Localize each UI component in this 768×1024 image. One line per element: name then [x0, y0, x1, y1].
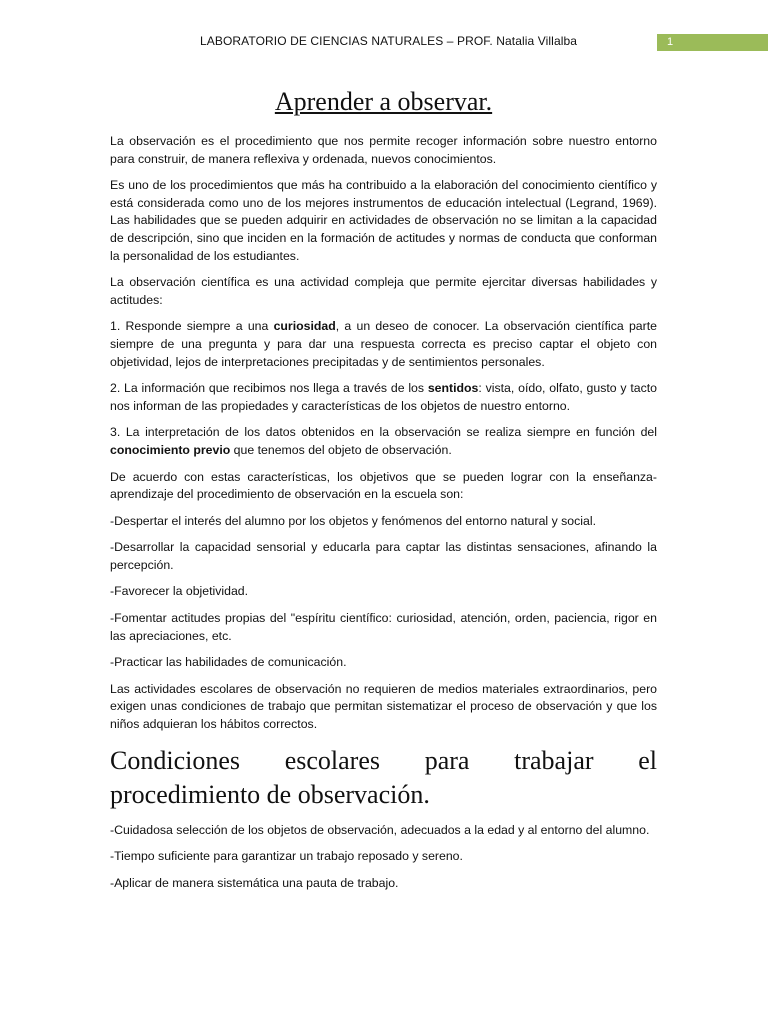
list-item-senses [110, 380, 657, 415]
document-title: Aprender a observar. [274, 87, 493, 116]
header-title: LABORATORIO DE CIENCIAS NATURALES – PROF. Natalia Villalba [200, 34, 578, 48]
item-text: , a un deseo de conocer. La observación científica parte siempre de una pregunta y para dar una respuesta correcta es preciso captar el objeto con objetividad, lejos de interpretaciones precipitadas y de sentimientos personales. [110, 319, 657, 369]
item-text: 3. La interpretación de los datos obtenidos en la observación se realiza siempre en función del [110, 425, 657, 440]
item-keyword: conocimiento previo [110, 442, 231, 457]
paragraph-abilities: La observación científica es una actividad compleja que permite ejercitar diversas habilidades y actitudes: [110, 275, 657, 307]
item-text: 1. Responde siempre a una [110, 319, 274, 334]
section-heading: Condiciones escolares para trabajar el procedimiento de observación. [110, 745, 657, 809]
item-keyword: curiosidad [273, 319, 336, 334]
objective-item: -Desarrollar la capacidad sensorial y educarla para captar las distintas sensaciones, afinando la percepción. [110, 540, 657, 572]
page-number-badge: 1 [657, 34, 768, 51]
item-text: : vista, oído, olfato, gusto y tacto nos informan de las propiedades y características de los objetos de nuestro entorno. [110, 381, 657, 413]
paragraph-activities: Las actividades escolares de observación no requieren de medios materiales extraordinarios, pero exigen unas condiciones de trabajo que permitan sistematizar el proceso de observación y que los niños adquieran los hábitos correctos. [110, 681, 657, 732]
item-text: que tenemos del objeto de observación. [230, 442, 452, 457]
objective-item: -Favorecer la objetividad. [110, 584, 249, 599]
condition-item: -Cuidadosa selección de los objetos de observación, adecuados a la edad y al entorno del alumno. [110, 822, 650, 837]
objective-item: -Practicar las habilidades de comunicación. [110, 655, 347, 670]
list-item-curiosity [110, 318, 657, 371]
page-header [0, 32, 768, 52]
item-text: 2. La información que recibimos nos llega a través de los [110, 381, 428, 396]
objective-item: -Fomentar actitudes propias del "espíritu científico: curiosidad, atención, orden, paciencia, rigor en las apreciaciones, etc. [110, 611, 657, 643]
item-keyword: sentidos [427, 381, 479, 396]
document-body [110, 84, 657, 901]
list-item-prior-knowledge [110, 424, 657, 459]
paragraph-intro: La observación es el procedimiento que nos permite recoger información sobre nuestro entorno para construir, de manera reflexiva y ordenada, nuevos conocimientos. [110, 134, 657, 166]
paragraph-context: Es uno de los procedimientos que más ha contribuido a la elaboración del conocimiento científico y está considerada como uno de los mejores instrumentos de educación intelectual (Legrand, 1969). Las habilidades que se pueden adquirir en actividades de observación no se limitan a la capacidad de descripción, sino que inciden en la formación de actitudes y normas de conducta que conforman la personalidad de los estudiantes. [110, 178, 657, 263]
condition-item: -Aplicar de manera sistemática una pauta de trabajo. [110, 875, 399, 890]
paragraph-objectives: De acuerdo con estas características, los objetivos que se pueden lograr con la enseñanza-aprendizaje del procedimiento de observación en la escuela son: [110, 469, 657, 502]
condition-item: -Tiempo suficiente para garantizar un trabajo reposado y sereno. [110, 849, 463, 864]
objective-item: -Despertar el interés del alumno por los objetos y fenómenos del entorno natural y social. [110, 513, 596, 528]
